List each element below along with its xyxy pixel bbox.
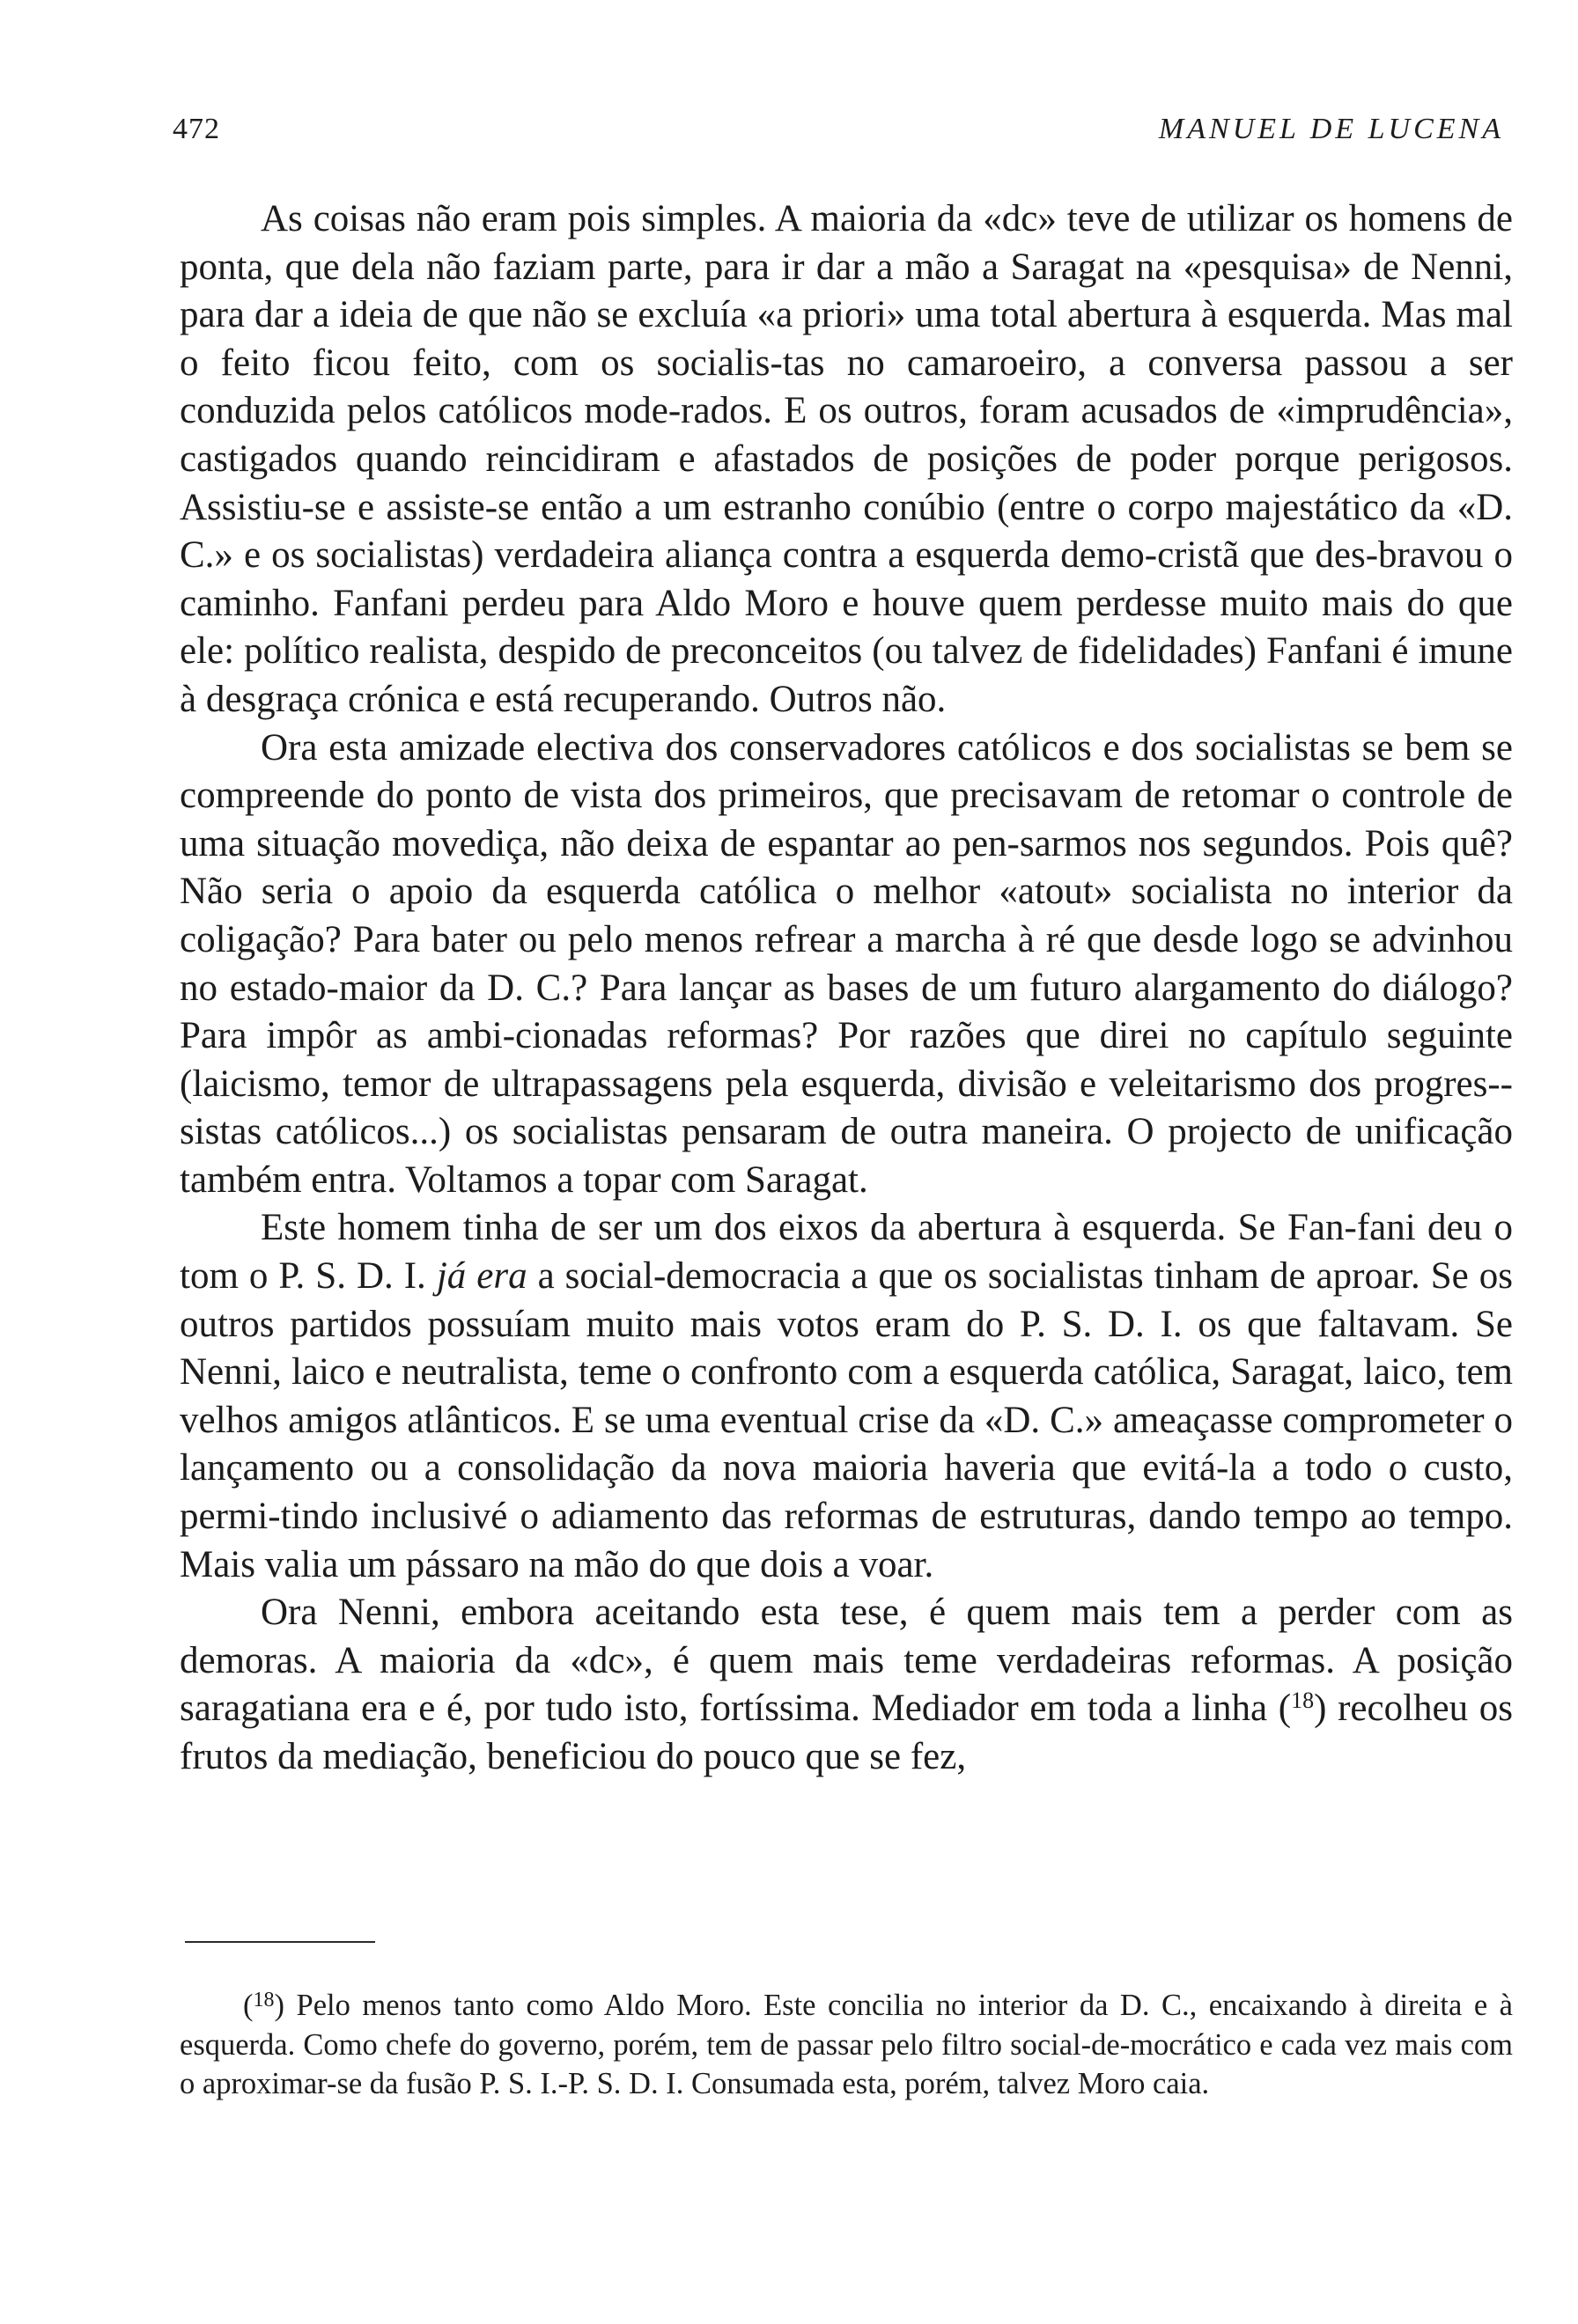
paragraph-3 [180, 1204, 1513, 1589]
footnote-close-paren: ) [274, 1989, 284, 2022]
paragraph-4 [180, 1589, 1513, 1781]
running-head [173, 113, 1504, 162]
paragraph-4-text-start: Ora Nenni, embora aceitando esta tese, é quem mais tem a perder com as demoras. A maioria da «dc», é quem mais teme verdadeiras reformas. A posição saragatiana era e é, por tudo isto, fortíssima. Mediador em toda a linha ( [180, 1592, 1513, 1730]
paragraph-4-text-end: ) recolheu os frutos da mediação, beneficiou do pouco que se fez, [180, 1688, 1514, 1777]
footnote-reference[interactable]: 18 [1291, 1688, 1315, 1714]
footnote-text: Pelo menos tanto como Aldo Moro. Este concilia no interior da D. C., encaixando à direita e à esquerda. Como chefe do governo, porém, tem de passar pelo filtro social-de-mocrático e cada vez mais com o aproximar-se da fusão P. S. I.-P. S. D. I. Consumada esta, porém, talvez Moro caia. [180, 1989, 1513, 2100]
body-text [180, 195, 1513, 1782]
paragraph-1 [180, 195, 1513, 724]
footnote-separator-rule [185, 1941, 375, 1943]
paragraph-3-text-start: Este homem tinha de ser um dos eixos da abertura à esquerda. Se Fan-fani deu o tom o P. S. D. I. [180, 1207, 1513, 1298]
paragraph-2-text: Ora esta amizade electiva dos conservadores católicos e dos socialistas se bem se compreende do ponto de vista dos primeiros, que precisavam de retomar o controle de uma situação movediça, não deixa de espantar ao pen-sarmos nos segundos. Pois quê? Não seria o apoio da esquerda católica o melhor «atout» socialista no interior da coligação? Para bater ou pelo menos refrear a marcha à ré que desde logo se advinhou no estado-maior da D. C.? Para lançar as bases de um futuro alargamento do diálogo? Para impôr as ambi-cionadas reformas? Por razões que direi no capítulo seguinte (laicismo, temor de ultrapassagens pela esquerda, divisão e veleitarismo dos progres-sistas católicos...) os socialistas pensaram de outra maneira. O projecto de unificação também entra. Voltamos a topar com Saragat. [180, 726, 1513, 1201]
footnote-open-paren: ( [243, 1989, 254, 2022]
footnote-number: 18 [253, 1989, 275, 2011]
footnote-18 [180, 1986, 1513, 2104]
paragraph-1-text: As coisas não eram pois simples. A maioria da «dc» teve de utilizar os homens de ponta, que dela não faziam parte, para ir dar a mão a Saragat na «pesquisa» de Nenni, para dar a ideia de que não se excluía «a priori» uma total abertura à esquerda. Mas mal o feito ficou feito, com os socialis-tas no camaroeiro, a conversa passou a ser conduzida pelos católicos mode-rados. E os outros, foram acusados de «imprudência», castigados quando reincidiram e afastados de posições de poder porque perigosos. Assistiu-se e assiste-se então a um estranho conúbio (entre o corpo majestático da «D. C.» e os socialistas) verdadeira aliança contra a esquerda demo-cristã que des-bravou o caminho. Fanfani perdeu para Aldo Moro e houve quem perdesse muito mais do que ele: político realista, despido de preconceitos (ou talvez de fidelidades) Fanfani é imune à desgraça crónica e está recuperando. Outros não. [180, 198, 1513, 720]
running-title: MANUEL DE LUCENA [1158, 113, 1504, 145]
page-number: 472 [173, 113, 220, 145]
paragraph-2 [180, 724, 1513, 1205]
paragraph-3-text-end: a social-democracia a que os socialistas tinham de aproar. Se os outros partidos possuíam muito mais votos eram do P. S. D. I. os que faltavam. Se Nenni, laico e neutralista, teme o confronto com a esquerda católica, Saragat, laico, tem velhos amigos atlânticos. E se uma eventual crise da «D. C.» ameaçasse comprometer o lançamento ou a consolidação da nova maioria haveria que evitá-la a todo o custo, permi-tindo inclusivé o adiamento das reformas de estruturas, dando tempo ao tempo. Mais valia um pássaro na mão do que dois a voar. [180, 1255, 1513, 1585]
italic-ja-era: já era [436, 1255, 527, 1298]
